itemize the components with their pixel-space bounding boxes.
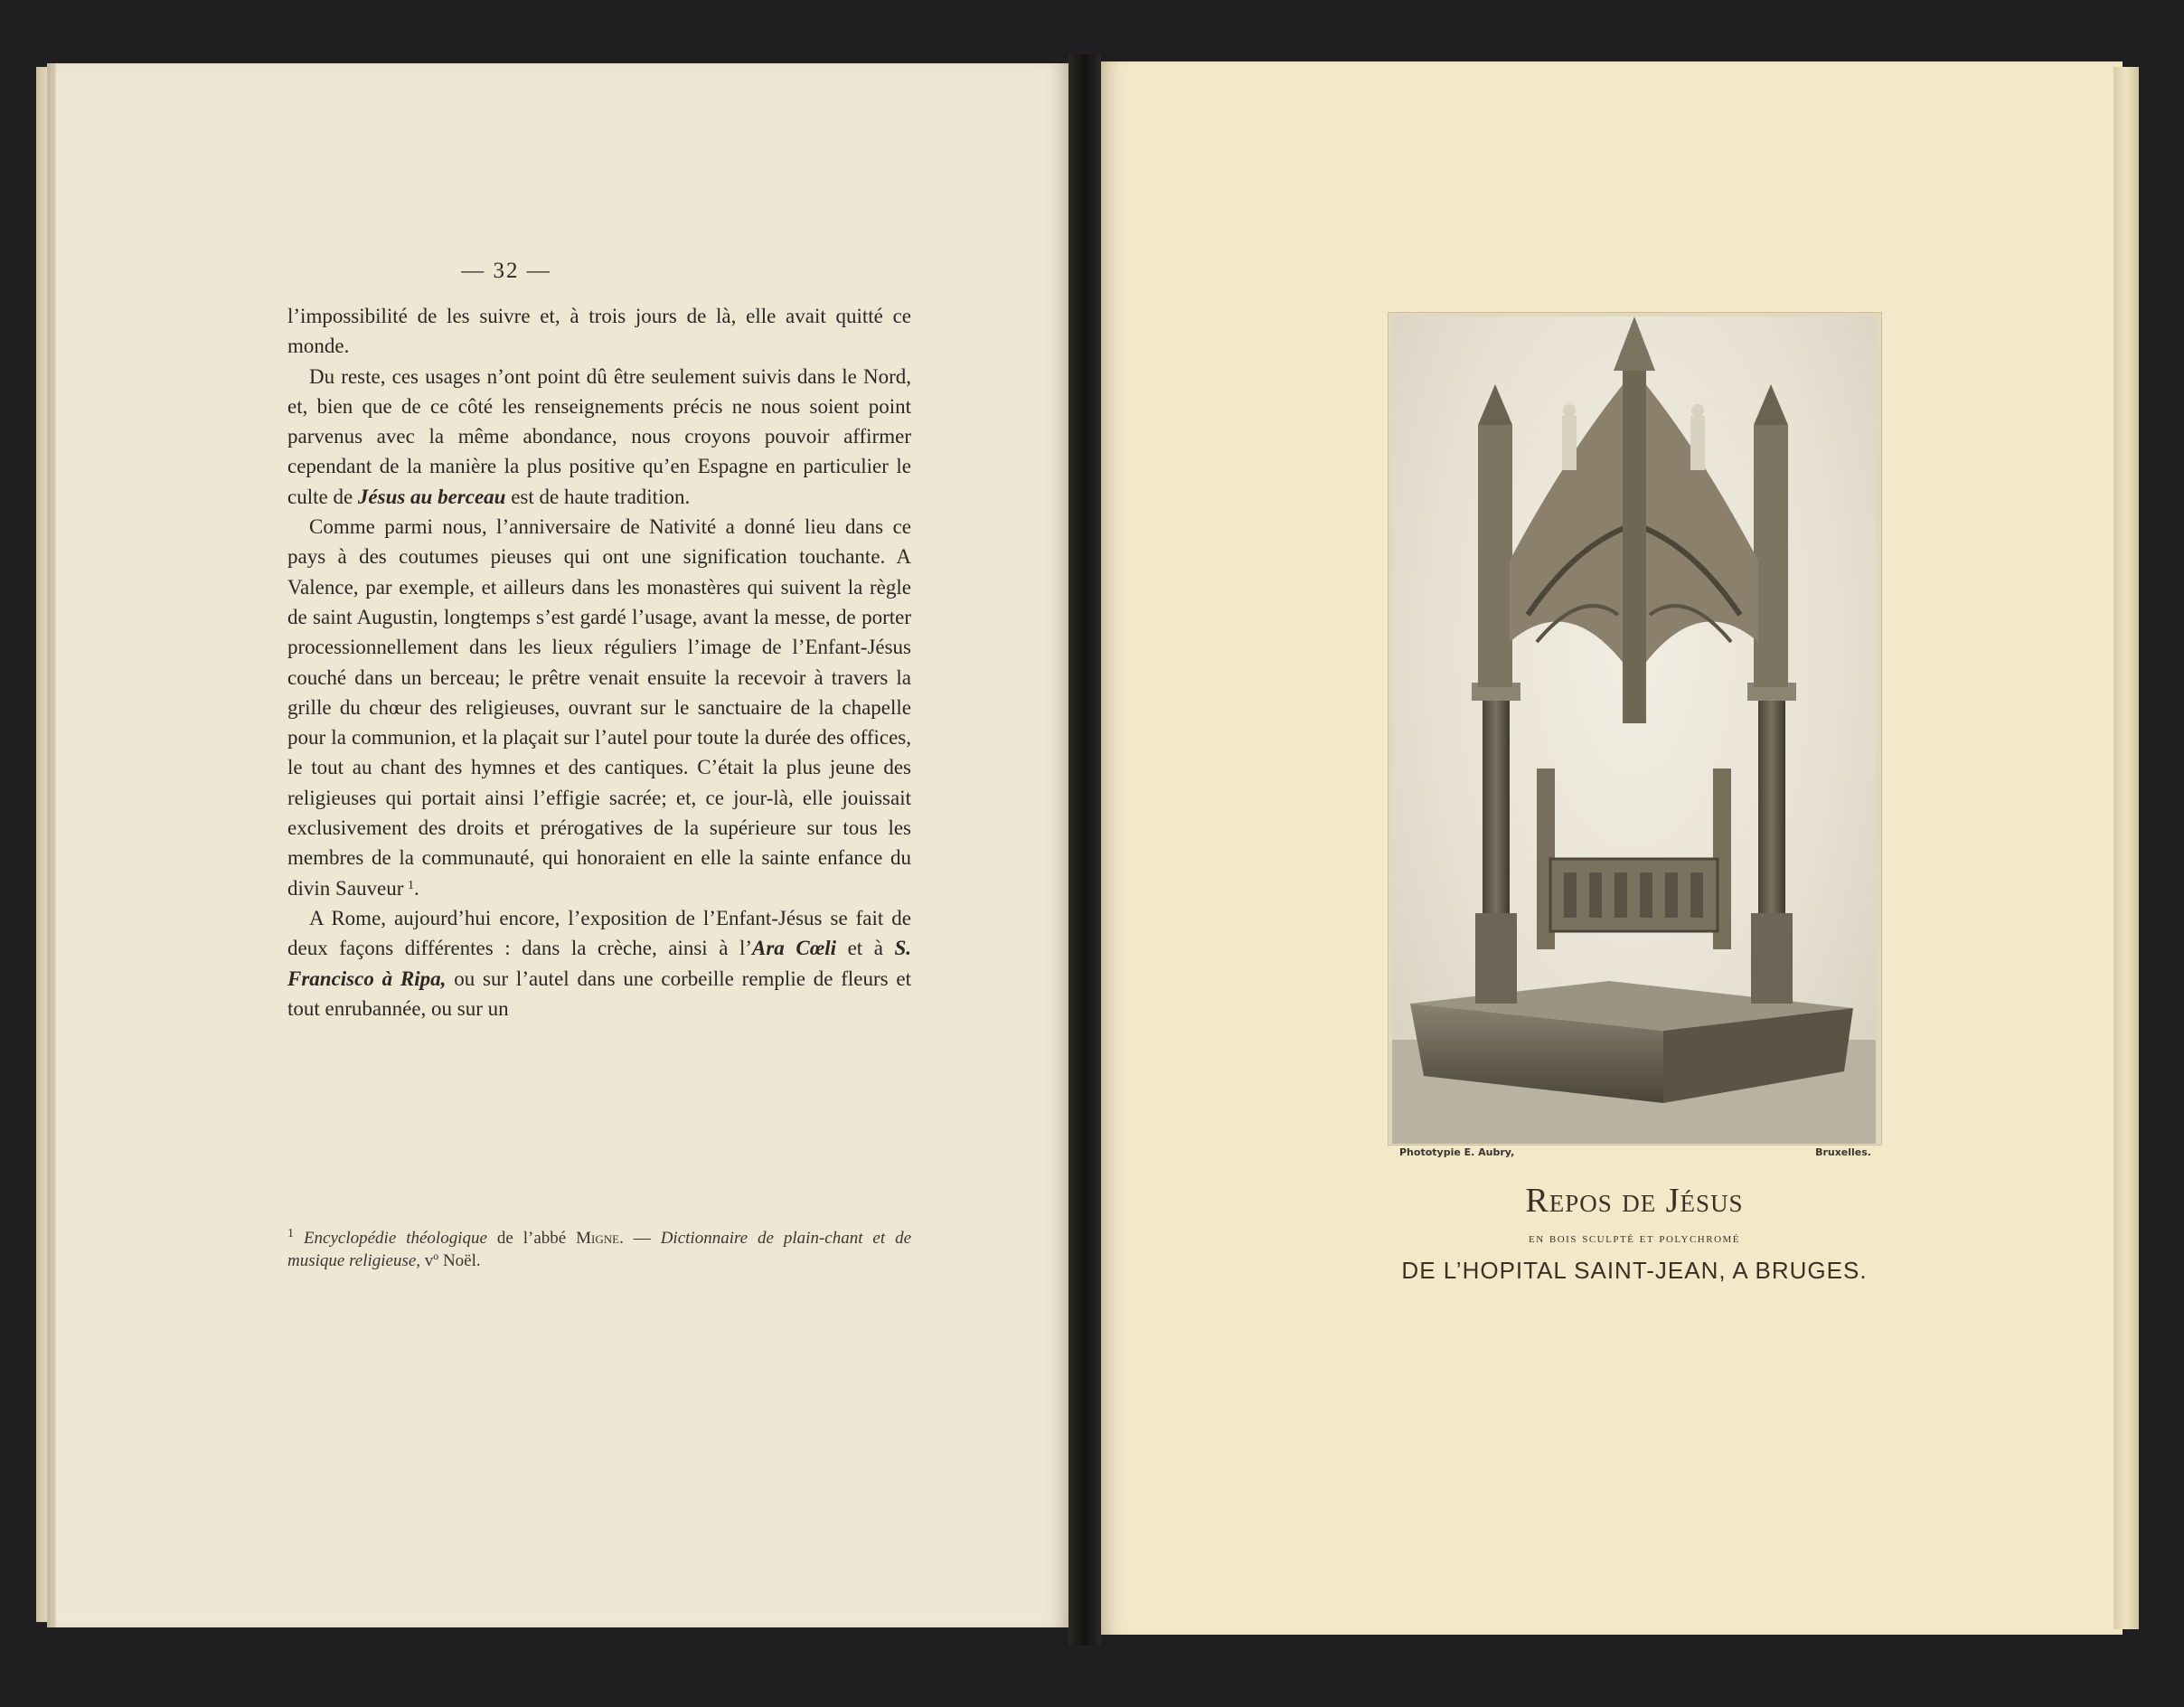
book-gutter	[1068, 54, 1101, 1646]
footnote: $^1$ Encyclopédie théologique de l’abbé Migne. — Dictionnaire de plain-chant et de musique religieuse, vº Noël.	[287, 1227, 912, 1270]
right-page-edge-stack	[2113, 67, 2139, 1629]
paragraph-2: Du reste, ces usages n’ont point dû être seulement suivis dans le Nord, et, bien que de ce côté les renseignements précis ne nous soient point parvenus avec la même abondance, nous croyons pouvoir affirmer cependant de la manière la plus positive qu’en Espagne en particulier le culte de Jésus au berceau est de haute tradition.	[287, 364, 911, 508]
photo-credit-city: Bruxelles.	[1815, 1146, 1871, 1158]
footnote-ref: 1	[408, 878, 415, 892]
page-number: — 32 —	[461, 259, 551, 283]
paragraph-3: Comme parmi nous, l’anniversaire de Nativité a donné lieu dans ce pays à des coutumes pieuses qui ont une signification touchante. A Valence, par exemple, et ailleurs dans les monastères qui suivent la règle de saint Augustin, longtemps s’est gardé l’usage, avant la messe, de porter processionnellement dans les lieux réguliers l’image de l’Enfant-Jésus couché dans un berceau; le prêtre venait ensuite la recevoir à travers la grille du chœur des religieuses, ouvrant sur le sanctuaire de la chapelle pour la communion, et la plaçait sur l’autel pour toute la durée des offices, le tout au chant des hymnes et des cantiques. C’était la plus jeune des religieuses qui portait ainsi l’effigie sacrée; et, ce jour-là, elle jouissait exclusivement des droits et prérogatives de la supérieure sur tous les membres de la communauté, qui honoraient en elle la sainte enfance du divin Sauveur $^1$.	[287, 515, 911, 900]
emphasis-francisco-ripa: S. Francisco à Ripa,	[287, 937, 912, 990]
plate-subtitle-material: en bois sculpté et polychromé	[1528, 1231, 1741, 1246]
emphasis-jesus-au-berceau: Jésus au berceau	[357, 485, 506, 508]
plate-subtitle-location: DE L’HOPITAL SAINT-JEAN, A BRUGES.	[1401, 1257, 1868, 1284]
plate-title: Repos de Jésus	[1525, 1182, 1744, 1220]
paragraph-1: l’impossibilité de les suivre et, à trois jours de là, elle avait quitté ce monde.	[287, 305, 911, 358]
paragraph-4: A Rome, aujourd’hui encore, l’exposition de l’Enfant-Jésus se fait de deux façons différentes : dans la crèche, ainsi à l’Ara Cœli et à S. Francisco à Ripa, ou sur l’autel dans une corbeille remplie de fleurs et tout enrubannée, ou sur un	[287, 906, 912, 1020]
plate-photograph	[1392, 316, 1876, 1144]
photo-credit-printer: Phototypie E. Aubry,	[1399, 1146, 1515, 1158]
body-text	[287, 301, 911, 1023]
emphasis-ara-coeli: Ara Cœli	[752, 937, 837, 960]
gothic-canopy-cradle-illustration	[1392, 316, 1876, 1144]
